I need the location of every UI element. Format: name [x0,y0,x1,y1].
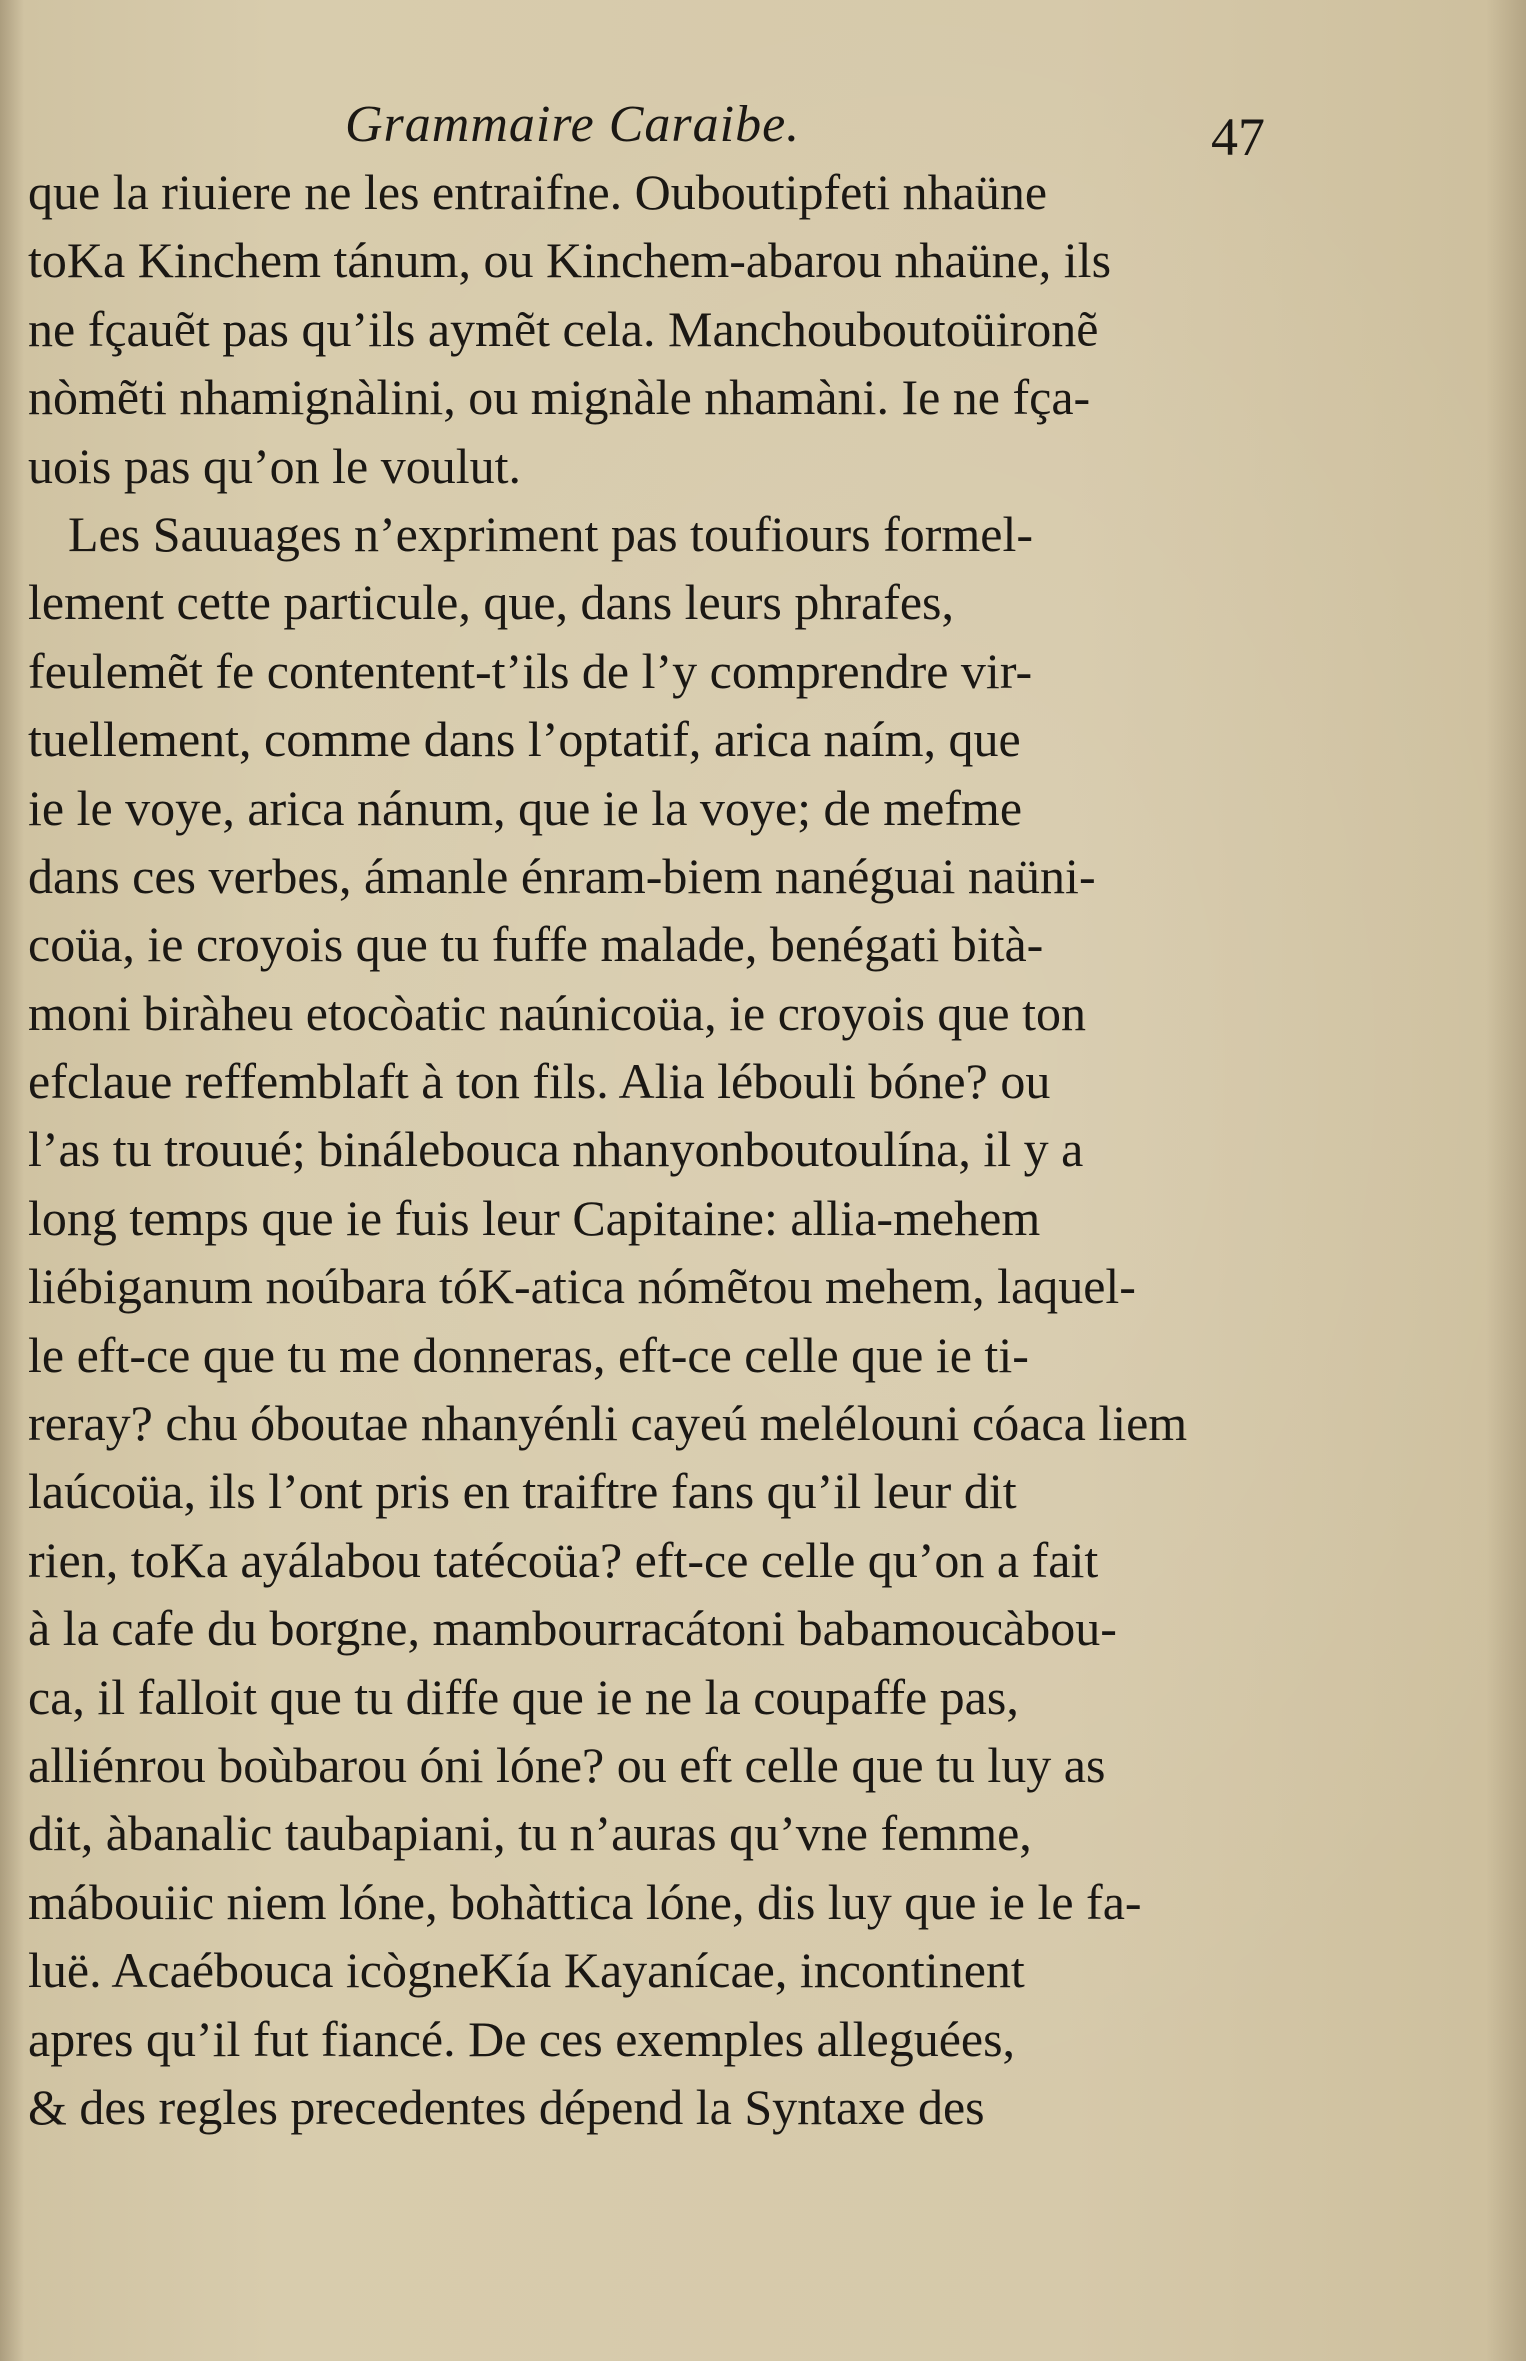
text-line: rien, toKa ayálabou tatécoüa? eft-ce celle qu’on a fait [28,1531,1099,1588]
text-line: ca, il falloit que tu diffe que ie ne la coupaffe pas, [28,1668,1019,1725]
text-line: ie le voye, arica nánum, que ie la voye; de mefme [28,779,1023,836]
text-line: luë. Acaébouca icògneKía Kayanícae, incontinent [28,1942,1025,1999]
running-title: Grammaire Caraibe. [345,96,801,153]
text-line: dans ces verbes, ámanle énram-biem nanéguai naüni- [28,847,1096,904]
text-line: le eft-ce que tu me donneras, eft-ce celle que ie ti- [28,1326,1029,1383]
text-line: dit, àbanalic taubapiani, tu n’auras qu’vne femme, [28,1805,1032,1862]
text-line: uois pas qu’on le voulut. [28,437,522,494]
text-line: feulemẽt fe contentent-t’ils de l’y comprendre vir- [28,642,1033,699]
text-line: à la cafe du borgne, mambourracátoni babamoucàbou- [28,1600,1117,1657]
text-line: que la riuiere ne les entraifne. Ouboutipfeti nhaüne [28,164,1048,220]
body-text [28,158,1260,2141]
text-line: reray? chu óboutae nhanyénli cayeú melélouni cóaca liem [28,1395,1188,1452]
text-line: liébiganum noúbara tóK-atica nómẽtou mehem, laquel- [28,1258,1136,1315]
text-line: moni biràheu etocòatic naúnicoüa, ie croyois que ton [28,984,1086,1041]
text-line: & des regles precedentes dépend la Syntaxe des [28,2078,985,2135]
text-line: tuellement, comme dans l’optatif, arica naím, que [28,711,1021,768]
text-line: coüa, ie croyois que tu fuffe malade, benégati bità- [28,916,1044,973]
text-line: long temps que ie fuis leur Capitaine: allia-mehem [28,1189,1041,1246]
page-header [345,92,1265,167]
text-line: nòmẽti nhamignàlini, ou mignàle nhamàni. Ie ne fça- [28,369,1091,426]
page-number: 47 [1211,107,1265,167]
text-line: toKa Kinchem tánum, ou Kinchem-abarou nhaüne, ils [28,232,1112,289]
text-line: ne fçauẽt pas qu’ils aymẽt cela. Manchouboutoüironẽ [28,300,1099,357]
text-line: apres qu’il fut fiancé. De ces exemples alleguées, [28,2010,1016,2067]
text-line: lement cette particule, que, dans leurs phrafes, [28,574,955,631]
paragraph-start-line: Les Sauuages n’expriment pas toufiours formel- [68,505,1034,562]
text-line: efclaue reffemblaft à ton fils. Alia lébouli bóne? ou [28,1053,1051,1110]
text-line: laúcoüa, ils l’ont pris en traiftre fans qu’il leur dit [28,1463,1017,1520]
text-line: mábouiic niem lóne, bohàttica lóne, dis luy que ie le fa- [28,1873,1142,1930]
text-line: l’as tu trouué; binálebouca nhanyonboutoulína, il y a [28,1121,1084,1178]
text-line: alliénrou boùbarou óni lóne? ou eft celle que tu luy as [28,1736,1106,1793]
